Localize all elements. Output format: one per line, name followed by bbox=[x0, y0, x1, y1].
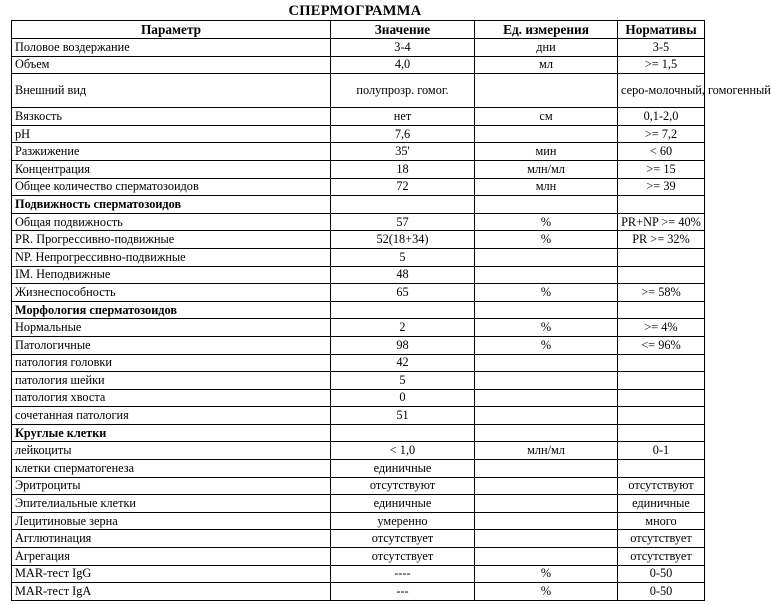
table-row bbox=[12, 442, 705, 460]
unit-cell bbox=[475, 407, 618, 425]
section-heading: Подвижность сперматозоидов bbox=[12, 196, 331, 214]
unit-cell: млн/мл bbox=[475, 442, 618, 460]
param-cell: Половое воздержание bbox=[12, 39, 331, 57]
unit-cell: % bbox=[475, 336, 618, 354]
value-cell: 4,0 bbox=[331, 56, 475, 74]
empty-cell bbox=[618, 196, 705, 214]
unit-cell: % bbox=[475, 583, 618, 601]
param-cell: Концентрация bbox=[12, 160, 331, 178]
value-cell: отсутствуют bbox=[331, 477, 475, 495]
value-cell: 98 bbox=[331, 336, 475, 354]
table-row bbox=[12, 548, 705, 566]
header-param: Параметр bbox=[12, 21, 331, 39]
document-title: СПЕРМОГРАММА bbox=[288, 3, 422, 19]
value-cell: --- bbox=[331, 583, 475, 601]
empty-cell bbox=[331, 196, 475, 214]
value-cell: ---- bbox=[331, 565, 475, 583]
unit-cell bbox=[475, 512, 618, 530]
table-row bbox=[12, 354, 705, 372]
value-cell: 42 bbox=[331, 354, 475, 372]
param-cell: Общая подвижность bbox=[12, 213, 331, 231]
param-cell: лейкоциты bbox=[12, 442, 331, 460]
norm-cell: 0-1 bbox=[618, 442, 705, 460]
table-row bbox=[12, 512, 705, 530]
norm-cell bbox=[618, 372, 705, 390]
param-cell: PR. Прогрессивно-подвижные bbox=[12, 231, 331, 249]
unit-cell: % bbox=[475, 231, 618, 249]
value-cell: 52(18+34) bbox=[331, 231, 475, 249]
value-cell: 18 bbox=[331, 160, 475, 178]
norm-cell bbox=[618, 248, 705, 266]
value-cell: 57 bbox=[331, 213, 475, 231]
param-cell: патология хвоста bbox=[12, 389, 331, 407]
empty-cell bbox=[475, 301, 618, 319]
unit-cell: мл bbox=[475, 56, 618, 74]
value-cell: 72 bbox=[331, 178, 475, 196]
value-cell: единичные bbox=[331, 495, 475, 513]
unit-cell bbox=[475, 125, 618, 143]
param-cell: Агрегация bbox=[12, 548, 331, 566]
section-heading: Круглые клетки bbox=[12, 424, 331, 442]
table-row bbox=[12, 336, 705, 354]
value-cell: 35' bbox=[331, 143, 475, 161]
value-cell: 3-4 bbox=[331, 39, 475, 57]
norm-cell: >= 58% bbox=[618, 284, 705, 302]
norm-cell: 0-50 bbox=[618, 583, 705, 601]
table-row bbox=[12, 178, 705, 196]
param-cell: сочетанная патология bbox=[12, 407, 331, 425]
norm-cell: 3-5 bbox=[618, 39, 705, 57]
section-row bbox=[12, 424, 705, 442]
table-row bbox=[12, 213, 705, 231]
value-cell: 7,6 bbox=[331, 125, 475, 143]
unit-cell bbox=[475, 495, 618, 513]
unit-cell: см bbox=[475, 108, 618, 126]
unit-cell: % bbox=[475, 319, 618, 337]
norm-cell bbox=[618, 354, 705, 372]
unit-cell: % bbox=[475, 565, 618, 583]
empty-cell bbox=[618, 424, 705, 442]
table-row bbox=[12, 565, 705, 583]
value-cell: отсутствует bbox=[331, 530, 475, 548]
param-cell: патология шейки bbox=[12, 372, 331, 390]
value-cell: нет bbox=[331, 108, 475, 126]
spermogram-table bbox=[11, 20, 771, 601]
value-cell: 65 bbox=[331, 284, 475, 302]
empty-cell bbox=[618, 301, 705, 319]
unit-cell bbox=[475, 477, 618, 495]
norm-cell: >= 15 bbox=[618, 160, 705, 178]
norm-cell: >= 1,5 bbox=[618, 56, 705, 74]
unit-cell bbox=[475, 372, 618, 390]
table-header-row bbox=[12, 21, 705, 39]
table-row bbox=[12, 460, 705, 478]
table-row bbox=[12, 284, 705, 302]
table-row bbox=[12, 108, 705, 126]
unit-cell: млн bbox=[475, 178, 618, 196]
norm-cell bbox=[618, 407, 705, 425]
value-cell: 51 bbox=[331, 407, 475, 425]
norm-cell bbox=[618, 389, 705, 407]
value-cell: 0 bbox=[331, 389, 475, 407]
param-cell: Патологичные bbox=[12, 336, 331, 354]
norm-cell: 0,1-2,0 bbox=[618, 108, 705, 126]
table-row bbox=[12, 407, 705, 425]
header-unit: Ед. измерения bbox=[475, 21, 618, 39]
empty-cell bbox=[475, 196, 618, 214]
value-cell: умеренно bbox=[331, 512, 475, 530]
table-row bbox=[12, 56, 705, 74]
table-row bbox=[12, 319, 705, 337]
param-cell: NP. Непрогрессивно-подвижные bbox=[12, 248, 331, 266]
norm-cell bbox=[618, 266, 705, 284]
norm-cell: PR >= 32% bbox=[618, 231, 705, 249]
unit-cell bbox=[475, 266, 618, 284]
param-cell: MAR-тест IgA bbox=[12, 583, 331, 601]
unit-cell bbox=[475, 248, 618, 266]
param-cell: клетки сперматогенеза bbox=[12, 460, 331, 478]
table-row bbox=[12, 39, 705, 57]
norm-cell: серо-молочный, гомогенный bbox=[618, 74, 705, 108]
table-row bbox=[12, 389, 705, 407]
param-cell: Нормальные bbox=[12, 319, 331, 337]
table-row bbox=[12, 125, 705, 143]
norm-cell: >= 39 bbox=[618, 178, 705, 196]
table-row bbox=[12, 160, 705, 178]
param-cell: Лецитиновые зерна bbox=[12, 512, 331, 530]
value-cell: 48 bbox=[331, 266, 475, 284]
norm-cell: >= 4% bbox=[618, 319, 705, 337]
norm-cell: PR+NP >= 40% bbox=[618, 213, 705, 231]
table-row bbox=[12, 143, 705, 161]
param-cell: Эпителиальные клетки bbox=[12, 495, 331, 513]
section-row bbox=[12, 301, 705, 319]
unit-cell: мин bbox=[475, 143, 618, 161]
param-cell: Жизнеспособность bbox=[12, 284, 331, 302]
unit-cell: млн/мл bbox=[475, 160, 618, 178]
section-heading: Морфология сперматозоидов bbox=[12, 301, 331, 319]
unit-cell bbox=[475, 460, 618, 478]
value-cell: отсутствует bbox=[331, 548, 475, 566]
param-cell: pH bbox=[12, 125, 331, 143]
norm-cell: отсутствует bbox=[618, 548, 705, 566]
empty-cell bbox=[331, 301, 475, 319]
param-cell: Общее количество сперматозоидов bbox=[12, 178, 331, 196]
unit-cell: дни bbox=[475, 39, 618, 57]
empty-cell bbox=[331, 424, 475, 442]
table-row bbox=[12, 477, 705, 495]
unit-cell: % bbox=[475, 213, 618, 231]
table-row bbox=[12, 583, 705, 601]
table-row bbox=[12, 231, 705, 249]
norm-cell: >= 7,2 bbox=[618, 125, 705, 143]
table-row bbox=[12, 530, 705, 548]
param-cell: Агглютинация bbox=[12, 530, 331, 548]
param-cell: Объем bbox=[12, 56, 331, 74]
value-cell: 5 bbox=[331, 248, 475, 266]
value-cell: 2 bbox=[331, 319, 475, 337]
norm-cell: единичные bbox=[618, 495, 705, 513]
table-row bbox=[12, 248, 705, 266]
param-cell: Вязкость bbox=[12, 108, 331, 126]
norm-cell: много bbox=[618, 512, 705, 530]
unit-cell bbox=[475, 74, 618, 108]
unit-cell bbox=[475, 548, 618, 566]
value-cell: полупрозр. гомог. bbox=[331, 74, 475, 108]
unit-cell bbox=[475, 389, 618, 407]
param-cell: патология головки bbox=[12, 354, 331, 372]
value-cell: < 1,0 bbox=[331, 442, 475, 460]
table-row bbox=[12, 74, 705, 108]
value-cell: единичные bbox=[331, 460, 475, 478]
param-cell: Разжижение bbox=[12, 143, 331, 161]
norm-cell: <= 96% bbox=[618, 336, 705, 354]
param-cell: MAR-тест IgG bbox=[12, 565, 331, 583]
param-cell: IM. Неподвижные bbox=[12, 266, 331, 284]
param-cell: Внешний вид bbox=[12, 74, 331, 108]
header-norm: Нормативы bbox=[618, 21, 705, 39]
norm-cell: отсутствуют bbox=[618, 477, 705, 495]
table-row bbox=[12, 372, 705, 390]
header-value: Значение bbox=[331, 21, 475, 39]
unit-cell bbox=[475, 354, 618, 372]
value-cell: 5 bbox=[331, 372, 475, 390]
norm-cell: отсутствует bbox=[618, 530, 705, 548]
empty-cell bbox=[475, 424, 618, 442]
section-row bbox=[12, 196, 705, 214]
unit-cell: % bbox=[475, 284, 618, 302]
unit-cell bbox=[475, 530, 618, 548]
norm-cell: < 60 bbox=[618, 143, 705, 161]
param-cell: Эритроциты bbox=[12, 477, 331, 495]
table-row bbox=[12, 495, 705, 513]
table-row bbox=[12, 266, 705, 284]
norm-cell bbox=[618, 460, 705, 478]
norm-cell: 0-50 bbox=[618, 565, 705, 583]
